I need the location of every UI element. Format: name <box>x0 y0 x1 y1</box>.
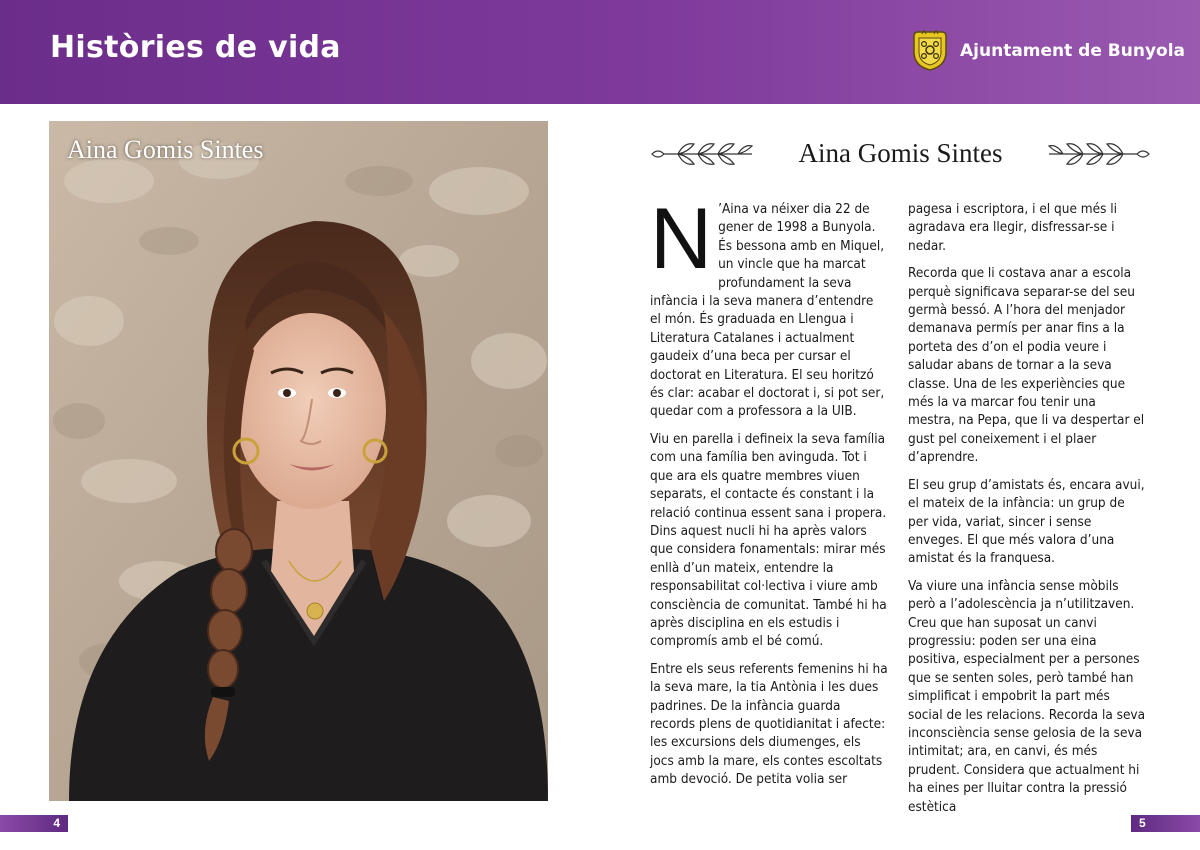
drop-cap: N <box>650 191 713 287</box>
laurel-ornament-right-icon <box>1045 138 1153 170</box>
paragraph: Recorda que li costava anar a escola perquè significava separar-se del seu germà bessó. A l’hora del menjador demanava permís per anar fins a la porteta des d’on el podia veure i saludar abans de tornar a la seva classe. Una de les experiències que més la va marcar fou tenir una mestra, na Pepa, que li va despertar el gust pel coneixement i el plaer d’aprendre. <box>908 265 1145 466</box>
organization-name: Ajuntament de Bunyola <box>960 41 1186 61</box>
organization-brand <box>910 30 1185 72</box>
article-heading <box>648 132 1153 178</box>
municipal-crest-icon <box>910 30 950 72</box>
portrait-illustration <box>49 121 548 801</box>
paragraph: pagesa i escriptora, i el que més li agradava era llegir, disfressar-se i nedar. <box>908 201 1118 254</box>
article-column-1 <box>650 191 888 798</box>
paragraph-text: ’Aina va néixer dia 22 de gener de 1998 a Bunyola. És bessona amb en Miquel, un vincle que ha marcat profundament la seva infància i la seva manera d’entendre el món. És graduada en Llengua i Literatura Catalanes i actualment gaudeix d’una beca per cursar el doctorat en Literatura. El seu horitzó és clar: acabar el doctorat i, si pot ser, quedar com a professora a la UIB. <box>650 201 885 420</box>
paragraph: El seu grup d’amistats és, encara avui, el mateix de la infància: un grup de per vida, variat, sincer i sense enveges. El que més valora d’una amistat és la franquesa. <box>908 476 1145 567</box>
paragraph: Entre els seus referents femenins hi ha la seva mare, la tia Antònia i les dues padrines. De la infància guarda records plens de quotidianitat i afecte: les excursions dels diumenges, els jocs amb la mare, els contes escoltats amb devoció. De petita volia ser <box>650 660 888 788</box>
paragraph: Va viure una infància sense mòbils però a l’adolescència ja n’utilitzaven. Creu que han suposat un canvi progressiu: poden ser una eina positiva, especialment per a persones que se senten soles, però també han simplificat i empobrit la part més social de les relacions. Recorda la seva inconsciència sense gelosia de la seva intimitat; ara, en canvi, és més prudent. Considera que actualment hi ha eines per lluitar contra la pressió estètica <box>908 577 1146 815</box>
page-number-left <box>0 815 68 832</box>
photo-caption: Aina Gomis Sintes <box>67 135 264 164</box>
paragraph: Viu en parella i defineix la seva família com una família ben avinguda. Tot i que ara els quatre membres viuen separats, el contacte és constant i la relació continua essent sana i propera. Dins aquest nucli hi ha après valors que considera fonamentals: mirar més enllà d’un mateix, entendre la responsabilitat col·lectiva i viure amb consciència de comunitat. També hi ha après disciplina en els estudis i compromís amb el bé comú. <box>650 430 887 650</box>
page-number-text: 4 <box>53 816 60 830</box>
article-title: Aina Gomis Sintes <box>798 138 1003 168</box>
paragraph <box>650 191 888 421</box>
header-banner <box>0 0 1200 104</box>
article-column-2 <box>908 200 1146 825</box>
portrait-photo <box>49 121 548 801</box>
series-title: Històries de vida <box>50 30 341 65</box>
page-number-text: 5 <box>1139 816 1146 830</box>
page-number-right <box>1131 815 1200 832</box>
